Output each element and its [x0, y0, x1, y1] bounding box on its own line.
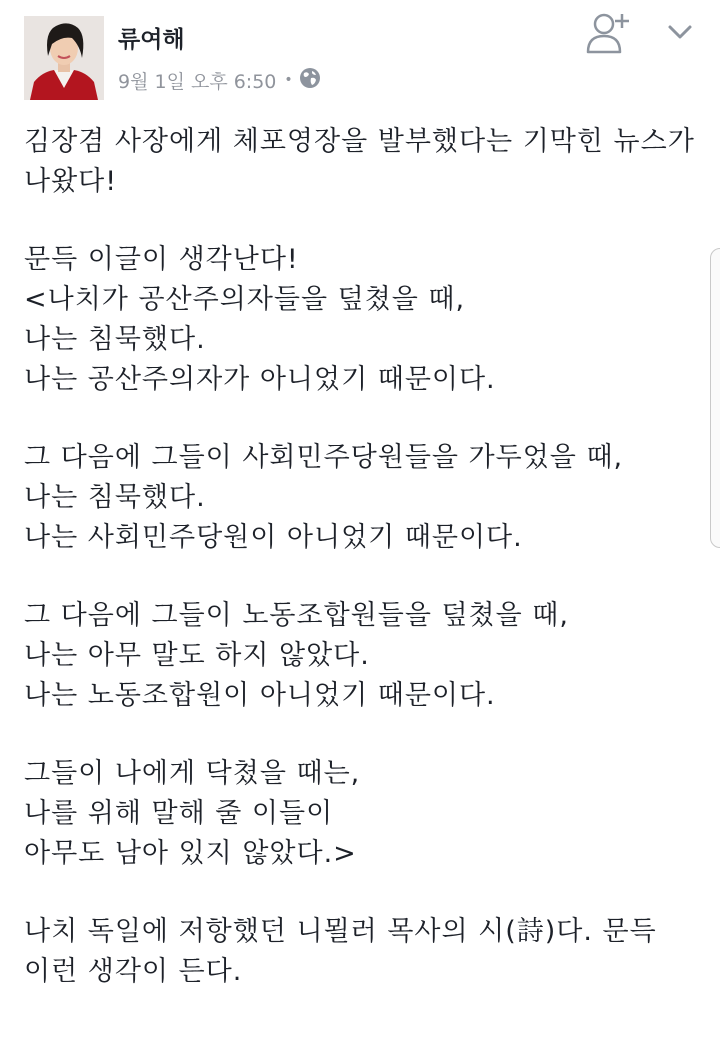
- text-line: 나는 아무 말도 하지 않았다.: [24, 640, 370, 671]
- text-line: 아무도 남아 있지 않았다.>: [24, 838, 357, 869]
- text-line: 이런 생각이 든다.: [24, 956, 243, 987]
- paragraph-gap: [24, 400, 704, 438]
- post-meta: [118, 67, 321, 93]
- paragraph-gap: [24, 874, 704, 912]
- timestamp[interactable]: 9월 1일 오후 6:50: [118, 70, 277, 93]
- author-name[interactable]: 류여해: [118, 27, 185, 53]
- paragraph-gap: [24, 202, 704, 240]
- text-line: 나는 침묵했다.: [24, 324, 206, 355]
- text-line: 나는 침묵했다.: [24, 482, 206, 513]
- text-line: 김장겸 사장에게 체포영장을 발부했다는 기막힌 뉴스가: [24, 126, 695, 157]
- text-line: 그 다음에 그들이 노동조합원들을 덮쳤을 때,: [24, 600, 569, 631]
- text-line: 그들이 나에게 닥쳤을 때는,: [24, 758, 361, 789]
- text-line: 나왔다!: [24, 166, 118, 197]
- text-line: 나치 독일에 저항했던 니묄러 목사의 시(詩)다. 문득: [24, 916, 657, 947]
- chevron-down-icon[interactable]: [664, 18, 696, 46]
- meta-separator: •: [284, 72, 293, 88]
- text-line: 나는 사회민주당원이 아니었기 때문이다.: [24, 522, 523, 553]
- add-friend-icon[interactable]: [582, 8, 634, 56]
- text-line: 나는 공산주의자가 아니었기 때문이다.: [24, 364, 496, 395]
- globe-icon[interactable]: [299, 67, 321, 94]
- avatar[interactable]: [24, 16, 104, 100]
- scrollbar[interactable]: [710, 248, 720, 548]
- text-line: 문득 이글이 생각난다!: [24, 244, 299, 275]
- paragraph-gap: [24, 558, 704, 596]
- text-line: 나를 위해 말해 줄 이들이: [24, 798, 334, 829]
- paragraph-gap: [24, 716, 704, 754]
- post-text: [24, 122, 704, 992]
- text-line: 그 다음에 그들이 사회민주당원들을 가두었을 때,: [24, 442, 624, 473]
- text-line: 나는 노동조합원이 아니었기 때문이다.: [24, 680, 496, 711]
- text-line: <나치가 공산주의자들을 덮쳤을 때,: [24, 284, 466, 315]
- profile-photo: [24, 16, 104, 100]
- post-header: [0, 0, 720, 110]
